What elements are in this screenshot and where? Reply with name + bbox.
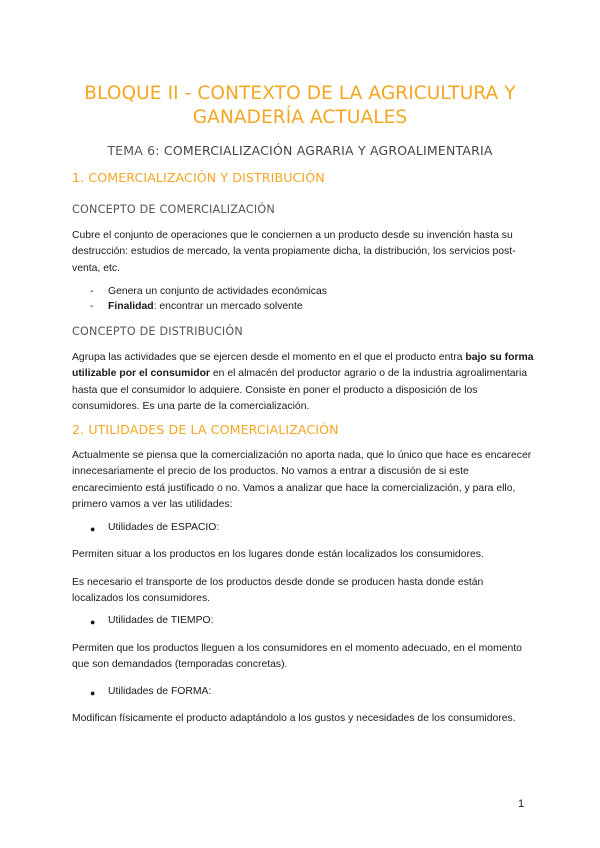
concept-comercializacion-text: Cubre el conjunto de operaciones que le conciernen a un producto desde su invención hasta su destrucción: estudios de mercado, la venta propiamente dicha, la distribución, los servicios post-venta, etc. [72,230,516,274]
distribucion-text-start: Agrupa las actividades que se ejercen desde el momento en el que el producto entra [72,352,466,363]
utility-espacio-text-2: Es necesario el transporte de los productos desde donde se producen hasta donde están localizados los consumidores. [72,577,484,605]
title-line-2: GANADERÍA ACTUALES [192,107,408,128]
utility-forma-label: Utilidades de FORMA: [108,686,212,697]
page-number: 1 [518,798,525,810]
utility-espacio-label: Utilidades de ESPACIO: [108,522,220,533]
section-1-heading: 1. COMERCIALIZACIÓN Y DISTRIBUCIÓN [72,170,325,185]
distribucion-text-bold: bajo su forma utilizable por el consumidor [72,352,534,380]
concept-distribucion-heading: CONCEPTO DE DISTRIBUCIÓN [72,325,243,338]
concept-distribucion-text [72,350,534,415]
bullet-icon: ● [90,688,96,698]
dash-marker: - [90,301,94,312]
document-title [60,82,540,130]
list-item: Genera un conjunto de actividades económicas [108,286,327,297]
utility-tiempo-label: Utilidades de TIEMPO: [108,615,214,626]
bullet-icon: ● [90,617,96,627]
section-2-heading: 2. UTILIDADES DE LA COMERCIALIZACIÓN [72,422,339,437]
section-2-intro: Actualmente se piensa que la comercialización no aporta nada, que lo único que hace es encarecer innecesariamente el precio de los productos. No vamos a entrar a discusión de si este encarecimiento está justificado o no. Vamos a analizar que hace la comercialización, y para ello, primero vamos a ver las utilidades: [72,450,532,510]
subtitle-main: COMERCIALIZACIÓN AGRARIA Y AGROALIMENTARIA [159,143,493,158]
utility-forma-text: Modifican físicamente el producto adaptándolo a los gustos y necesidades de los consumidores. [72,713,516,724]
subtitle-prefix: TEMA 6: [107,143,160,158]
dash-marker: - [90,286,94,297]
distribucion-text-end: en el almacén del productor agrario o de la industria agroalimentaria hasta que el consumidor lo adquiere. Consiste en poner el producto a disposición de los consumidores. Es una parte de la comercialización. [72,368,528,412]
finalidad-text: : encontrar un mercado solvente [153,301,303,312]
utility-espacio-text-1: Permiten situar a los productos en los lugares donde están localizados los consumidores. [72,549,484,560]
finalidad-label: Finalidad [108,301,154,312]
bullet-icon: ● [90,524,96,534]
utility-tiempo-text: Permiten que los productos lleguen a los consumidores en el momento adecuado, en el momento que son demandados (temporadas concretas). [72,643,522,671]
title-line-1: BLOQUE II - CONTEXTO DE LA AGRICULTURA Y [84,83,516,104]
concept-comercializacion-heading: CONCEPTO DE COMERCIALIZACIÓN [72,203,275,216]
list-item [108,301,303,312]
document-subtitle [60,143,540,158]
